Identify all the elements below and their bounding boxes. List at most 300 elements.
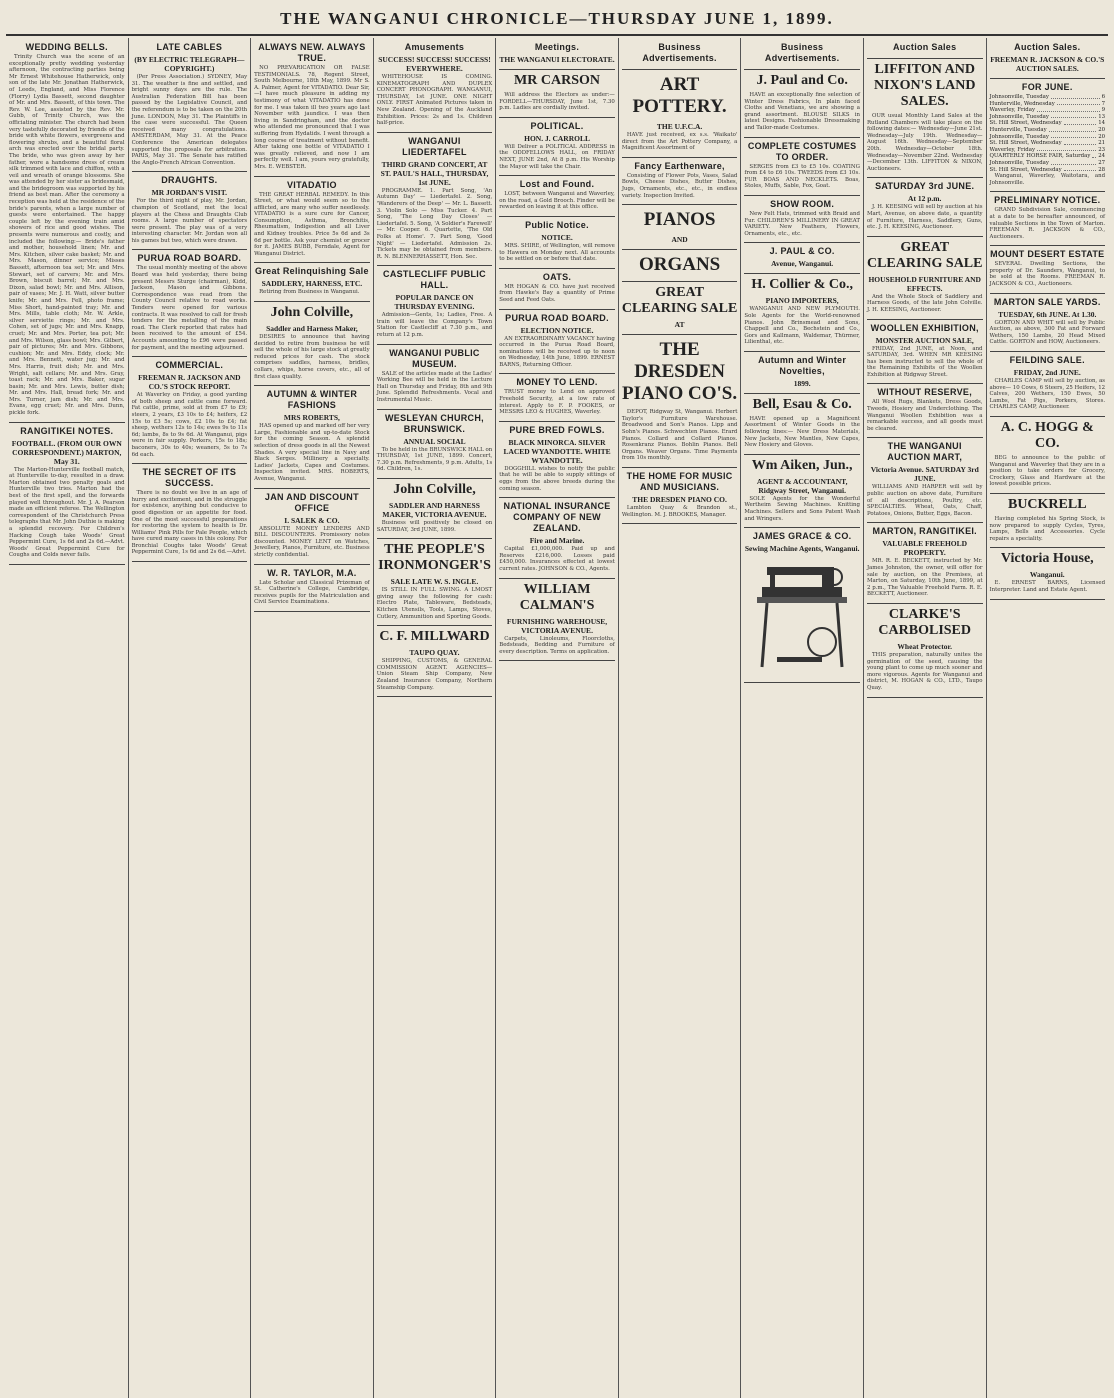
article-heading: LIFFITON AND NIXON'S LAND SALES.	[873, 62, 976, 109]
article	[377, 542, 493, 620]
article-subheading: SUCCESS! SUCCESS! SUCCESS! EVERYWHERE.	[378, 55, 491, 73]
list-item	[990, 140, 1106, 147]
article-body	[867, 399, 983, 432]
article-heading: MARTON SALE YARDS.	[993, 296, 1101, 307]
article	[499, 313, 615, 369]
article-heading: JAMES GRACE & CO.	[752, 531, 852, 542]
divider	[499, 117, 615, 118]
list-item	[990, 94, 1106, 101]
article-heading: Bell, Esau & Co.	[752, 396, 852, 412]
article-subheading: Avenue, Wanganui.	[771, 259, 834, 269]
dot-leader	[1064, 167, 1097, 172]
article-heading: MONEY TO LEND.	[516, 377, 598, 388]
divider	[867, 522, 983, 523]
article-heading: Great Relinquishing Sale	[255, 266, 369, 277]
divider	[867, 383, 983, 384]
article-body	[132, 392, 248, 458]
article-body	[132, 490, 248, 556]
article	[867, 607, 983, 692]
sale-dates-list	[990, 94, 1106, 173]
article-heading: FEILDING SALE.	[1009, 355, 1085, 366]
list-item-label: Hunterville, Tuesday	[989, 126, 1047, 133]
article	[499, 42, 615, 64]
divider	[132, 561, 248, 562]
article-heading: John Colville,	[270, 305, 354, 321]
article	[622, 42, 738, 64]
article-heading: NATIONAL INSURANCE COMPANY OF NEW ZEALAND.	[503, 501, 611, 534]
article-body	[377, 74, 493, 127]
article-heading: THE PEOPLE'S IRONMONGER'S	[378, 542, 491, 574]
article-heading: PURUA ROAD BOARD.	[137, 253, 242, 264]
article	[867, 181, 983, 230]
article-text: SALE of the articles made at the Ladies' Working Bee will be held in the Lecture Hall on Thursday and Friday, 8th and 9th June. Splendid Refreshments. Vocal and Instrumental Music.	[376, 370, 493, 404]
article-heading: PIANOS	[643, 209, 716, 231]
article-subheading: NOTICE.	[541, 232, 573, 242]
article-text: DOGGHILL wishes to notify the public that he will be able to supply sittings of eggs from the above breeds during the coming season.	[499, 465, 615, 492]
article-subheading: Wheat Protector.	[897, 641, 952, 651]
article-text: Admission—Gents, 1s; Ladies, Free. A train will leave the Company's Town Station for Castlecliff at 7.30 p.m., and return at 12 p.m.	[376, 312, 493, 339]
article-text: The usual monthly meeting of the above Board was held yesterday, there being present Messrs Sturge (chairman), Kidd, Jackson, Mason and Gibbons. Correspondence was read from the County Council relative to road works. Tenders were opened for various contracts. It was resolved to call for fresh tenders for the metalling of the main road. The Clerk reported that rates had been received to the amount of £54. Accounts amounting to £96 were passed for payment, and the meeting adjourned.	[131, 265, 248, 351]
article	[377, 348, 493, 404]
list-item-label: St. Hill Street, Wednesday	[989, 120, 1062, 127]
column-1	[6, 38, 129, 1398]
list-item	[990, 120, 1106, 127]
article-subheading: THIRD GRAND CONCERT, AT ST. PAUL'S HALL, THURSDAY, 1st JUNE.	[380, 159, 489, 187]
article-body	[9, 54, 125, 417]
article-subheading: SADDLERY, HARNESS, ETC.	[261, 279, 363, 289]
divider	[377, 478, 493, 479]
list-item-date: 20	[1098, 133, 1106, 140]
article-body	[377, 587, 493, 620]
article-body	[254, 192, 370, 258]
divider	[254, 611, 370, 612]
article	[499, 425, 615, 492]
article-heading: ORGANS	[638, 254, 721, 276]
divider	[132, 171, 248, 172]
article	[744, 73, 860, 132]
article-text: CHARLES CAMP will sell by auction, as above— 10 Cows, 6 Steers, 25 Heifers, 12 Calves, 200 Wethers, 150 Ewes, 50 Lambs, Fat Pigs, Porkers, Stores. CHARLES CAMP, Auctioneer.	[989, 378, 1106, 411]
article-body	[499, 92, 615, 112]
article-body	[499, 284, 615, 304]
article-body	[867, 558, 983, 598]
article	[622, 285, 738, 329]
article-subheading: PIANO IMPORTERS,	[765, 296, 839, 306]
article-body	[867, 484, 983, 517]
article-body	[499, 466, 615, 492]
divider	[867, 437, 983, 438]
article-body	[499, 243, 615, 263]
columns	[6, 38, 1108, 1398]
article-heading: ALWAYS NEW. ALWAYS TRUE.	[258, 42, 366, 63]
divider	[377, 625, 493, 626]
article-body	[499, 546, 615, 572]
article-heading: GREAT CLEARING SALE	[621, 285, 738, 317]
divider	[254, 385, 370, 386]
article-body	[744, 211, 860, 237]
article-heading: CASTLECLIFF PUBLIC HALL.	[383, 269, 486, 291]
article	[499, 179, 615, 211]
dot-leader	[1037, 147, 1096, 152]
article-text: Business will positively be closed on SATURDAY, 3rd JUNE, 1899.	[376, 520, 493, 533]
article-text: Wanganui, Waverley, Waitotara, and Johnsonville.	[989, 173, 1106, 186]
article	[132, 175, 248, 244]
article	[990, 497, 1106, 542]
article-text: Capital £1,000,000. Paid up and Reserves £216,000. Losses paid £450,000. Insurances effected at lowest current rates. JOHNSON & CO., Agents.	[499, 546, 615, 572]
divider	[867, 697, 983, 698]
list-item-date: 21	[1098, 140, 1106, 147]
article-subheading: TUESDAY, 6th JUNE. At 1.30.	[998, 309, 1097, 319]
article-text: WHITEHOUSE IS COMING. KINEMATOGRAPH AND DUPLEX CONCERT PHONOGRAPH. WANGANUI, THURSDAY, 1st JUNE. ONE NIGHT ONLY. FIRST Animated Pictures taken in New Zealand. Opening of the Auckland Exhibition. Prices: 2s and 1s. Children half-price.	[376, 74, 493, 127]
divider	[867, 236, 983, 237]
article-text: GRAND Subdivision Sale, commencing at a date to be hereafter announced, of valuable Sections in the Town of Marton. FREEMAN R. JACKSON & CO., Auctioneers.	[989, 207, 1106, 240]
article-heading: FOR JUNE.	[1021, 82, 1073, 92]
article	[867, 323, 983, 379]
article-subheading: 1899.	[793, 378, 811, 388]
article-text: For the third night of play, Mr. Jordan, champion of Scotland, met the local players at the Chess and Draughts Club rooms. A large number of spectators were present. The play was of a very interesting character. Mr. Jordan won all his games but two, which were drawn.	[131, 198, 248, 244]
article	[990, 551, 1106, 593]
article-body	[990, 207, 1106, 240]
article-subheading: THE WANGANUI ELECTORATE.	[499, 55, 615, 64]
article-heading: JAN AND DISCOUNT OFFICE	[264, 491, 359, 513]
article-text: IS STILL IN FULL SWING. A LMOST giving away the following for cash: Electro Plate, Tableware, Bedsteads, Kitchen Utensils, Tools, Lamps, Stoves, Cutlery, Ammunition and Sporting Goods.	[376, 587, 493, 620]
article-text: J. H. KEESING will sell by auction at his Mart, Avenue, on above date, a quantity of Furniture, Harness, Saddlery, Guns, etc. J. H. KEESING, Auctioneer.	[866, 204, 983, 231]
dot-leader	[1049, 127, 1097, 132]
article-heading: CLARKE'S CARBOLISED	[878, 606, 972, 638]
article-body	[377, 371, 493, 404]
article-text: (Per Press Association.) SYDNEY, May 31. The weather is fine and settled, and bright sunny days are the rule. The Australian Federation Bill has been passed by the Legislative Council, and the referendum is to be taken on the 20th June. LONDON, May 31. The Plaintiffs in the case were successful. The Queen received many congratulations. AMSTERDAM, May 31. At the Peace Conference the American delegates supported the proposals for arbitration. PARIS, May 31. The Senate has ratified the Anglo-French African Convention.	[131, 74, 248, 166]
article	[744, 397, 860, 449]
article-heading: COMMERCIAL.	[155, 360, 224, 371]
list-item-date: 28	[1098, 166, 1106, 173]
article-subheading: THE U.F.C.A.	[656, 122, 703, 131]
article-heading: PURUA ROAD BOARD.	[505, 312, 609, 323]
list-item	[990, 134, 1106, 141]
article	[254, 266, 370, 296]
article-body	[990, 378, 1106, 411]
list-item	[990, 167, 1106, 174]
divider	[622, 334, 738, 335]
list-item-label: Waverley, Friday	[989, 107, 1036, 114]
dot-leader	[1051, 134, 1096, 139]
list-item-label: Waverley, Friday	[989, 146, 1036, 153]
article-heading: WANGANUI PUBLIC MUSEUM.	[389, 347, 480, 369]
article	[744, 355, 860, 388]
article-heading: J. Paul and Co.	[756, 73, 848, 88]
article	[499, 220, 615, 263]
article-heading: OATS.	[542, 271, 572, 282]
list-item-date: 14	[1098, 120, 1106, 127]
article-body	[499, 191, 615, 211]
list-item-label: Johnsonville, Tuesday	[989, 113, 1049, 120]
article-heading: PURE BRED FOWLS.	[509, 424, 605, 435]
article	[254, 492, 370, 559]
article-text: SEVERAL Dwelling Sections, the property of Dr. Saunders, Wanganui, to be sold at the Rooms. FREEMAN R. JACKSON & CO., Auctioneers.	[989, 261, 1106, 288]
article-heading: WEDDING BELLS.	[25, 42, 108, 52]
column-9	[987, 38, 1109, 1398]
article-subheading: HOUSEHOLD FURNITURE AND EFFECTS.	[868, 274, 981, 293]
article-subheading: MRS ROBERTS,	[283, 413, 340, 423]
article	[377, 413, 493, 473]
article-heading: WILLIAM CALMAN'S	[519, 581, 595, 613]
divider	[377, 538, 493, 539]
divider	[990, 191, 1106, 192]
article-subheading: SADDLER AND HARNESS MAKER, VICTORIA AVENUE.	[382, 501, 487, 519]
article-text: NO PREVARICATION OR FALSE TESTIMONIALS. 78, Regent Street, South Melbourne, 18th May, 1899. Mr S. A. Palmer, Agent for VITADATIO. Dear Sir,—I have much pleasure in adding my testimony of what VITADATIO has done for me. I was taken ill two years ago last November with jaundice. I was then living in Sandringham, and the doctor who attended me pronounced that I was suffering from Hydatids. I went through a long course of treatment without benefit. After taking one bottle of VITADATIO I was greatly relieved, and now I am perfectly well. I am, yours very gratefully, Mrs. E. WEBSTER.	[254, 65, 370, 170]
article	[744, 277, 860, 346]
article	[254, 180, 370, 258]
article-heading: ART POTTERY.	[632, 74, 727, 117]
list-item-date: 23	[1098, 146, 1106, 153]
article-heading: Meetings.	[534, 42, 580, 52]
divider	[867, 603, 983, 604]
article	[499, 377, 615, 415]
article-heading: MARTON, RANGITIKEI.	[872, 526, 977, 537]
article-text: Retiring from Business in Wanganui.	[259, 289, 360, 296]
article	[622, 254, 738, 276]
article-heading: C. F. MILLWARD	[379, 629, 490, 645]
article-text: MRS. SHIRE, of Wellington, will remove to Hawera on Monday next. All accounts to be settled on or before that date.	[499, 242, 615, 263]
divider	[867, 319, 983, 320]
article-text: DEPOT, Ridgway St, Wanganui. Herbert Taylor's Furniture Warehouse. Broadwood and Son's Pianos. Lipp and Sohn's Pianos. Schwechten Pianos. Erard Pianos. Collard and Collard Pianos. Rosenkranz Pianos. Bohlin Pianos. Bell Organs. Weaver Organs. Time Payments from 10s monthly.	[621, 409, 738, 462]
divider	[744, 137, 860, 138]
article	[744, 42, 860, 64]
divider	[990, 599, 1106, 600]
divider	[990, 245, 1106, 246]
article-heading: WESLEYAN CHURCH, BRUNSWICK.	[384, 412, 484, 434]
article-text: WILLIAMS AND HARPER will sell by public auction on above date, Furniture of all descriptions, Poultry, etc. SPECIALTIES. Wheat, Oats, Chaff, Potatoes, Onions, Butter, Eggs, Bacon.	[866, 484, 983, 517]
article-heading: COMPLETE COSTUMES TO ORDER.	[747, 140, 857, 162]
article-text: GORTON AND WHIT will sell by Public Auction, as above, 300 Fat and Forward Wethers, 150 Lambs, 20 Head Mixed Cattle. GORTON and HOW, Auctioneers.	[989, 319, 1106, 346]
column-5	[496, 38, 619, 1398]
article-subheading: ANNUAL SOCIAL	[403, 436, 466, 446]
article	[990, 420, 1106, 488]
article	[377, 136, 493, 261]
article	[622, 209, 738, 244]
article-heading: Lost and Found.	[519, 179, 595, 190]
article-body	[377, 312, 493, 338]
article	[377, 629, 493, 691]
divider	[622, 281, 738, 282]
article-heading: John Colville,	[393, 482, 476, 497]
article-body	[254, 526, 370, 559]
article-subheading: Saddler and Harness Maker,	[266, 324, 358, 334]
article	[867, 387, 983, 432]
article-text: HAVE just received, ex s.s. 'Waikato' direct from the Art Pottery Company, a Magnificent Assortment of	[621, 132, 738, 152]
article	[990, 249, 1106, 287]
list-item-label: Johnsonville, Tuesday	[989, 94, 1049, 100]
divider	[990, 351, 1106, 352]
article-subheading: FRIDAY, 2nd JUNE.	[1013, 368, 1081, 378]
divider	[867, 58, 983, 59]
article-body	[990, 320, 1106, 346]
divider	[499, 69, 615, 70]
divider	[744, 351, 860, 352]
dot-leader	[1064, 120, 1097, 125]
divider	[990, 416, 1106, 417]
divider	[132, 463, 248, 464]
article-subheading: Fire and Marine.	[529, 536, 585, 546]
divider	[622, 467, 738, 468]
list-item	[990, 107, 1106, 114]
list-item-label: Johnsonville, Tuesday	[989, 133, 1049, 140]
article-body	[132, 265, 248, 351]
divider	[867, 177, 983, 178]
divider	[622, 204, 738, 205]
divider	[499, 578, 615, 579]
article-subheading: AND	[671, 235, 688, 245]
article-text: The Marton-Hunterville football match, at Hunterville to-day, resulted in a draw. Marton obtained two penalty goals and Hunterville two tries. Marton had the best of the first spell, and the forwards played well throughout. Mr. J. A. Pearson made an efficient referee. The Wellington correspondent of the Christchurch Press telegraphs that Mr. John Duthie is making a splendid recovery. For Children's Hacking Cough take Woods' Great Peppermint Cure, 1s 6d and 2s 6d.—Advt. Woods' Great Peppermint Cure for Coughs and Colds never fails.	[9, 466, 125, 559]
article-text: WANGANUI AND NEW PLYMOUTH. Sole Agents for the World-renowned Pianos. John Brinsmead and Sons, Chappell and Co., Bechstein and Co., Gors and Kallmann, Waldemar, Thürmer, Lilienthal, etc.	[744, 306, 860, 346]
dot-leader	[1037, 107, 1100, 112]
article	[132, 42, 248, 166]
article-heading: SHOW ROOM.	[770, 198, 835, 209]
article-text: PROGRAMME. 1. Part Song, 'An Autumn Day' — Liedertafel. 2. Song, 'Wanderers of the Deep' — Mr. L. Bassett. 3. Violin Solo — Miss Tucker. 4. Part Song, 'The Long Day Closes' — Liedertafel. 5. Song, 'A Soldier's Farewell' — Mr. Cooper. 6. Quartette, 'The Old Folks at Home'. 7. Part Song, 'Good Night' — Liedertafel. Admission 2s. Tickets may be obtained from members. R. N. BLENNERHASSETT, Hon. Sec.	[376, 187, 493, 260]
article-body	[254, 423, 370, 482]
article-text: At Waverley on Friday, a good yarding of both sheep and cattle came forward. Fat cattle, prime, sold at from £7 to £9; steers, 2 years, £3 10s to £4; heifers, £2 15s to £3 5s; cows, £2 10s to £4; fat sheep, wethers 12s to 14s; ewes 9s to 11s 6d; lambs, 8s to 9s 6d. At Wanganui, pigs were in fair supply. Porkers, 15s to 18s; baconers, 30s to 40s; weaners, 5s to 7s 6d each.	[131, 392, 248, 458]
list-item	[990, 160, 1106, 167]
article	[744, 141, 860, 190]
article-text: LOST, between Wanganui and Waverley, on the road, a Gold Brooch. Finder will be rewarded on leaving it at this office.	[499, 191, 615, 211]
article-body	[867, 204, 983, 230]
divider	[990, 293, 1106, 294]
divider	[744, 242, 860, 243]
column-6	[619, 38, 742, 1398]
article	[132, 360, 248, 458]
article	[867, 240, 983, 314]
article-body	[377, 520, 493, 533]
divider	[254, 564, 370, 565]
divider	[377, 132, 493, 133]
divider	[499, 373, 615, 374]
article-heading: VITADATIO	[286, 179, 337, 190]
divider	[499, 497, 615, 498]
article-heading: WANGANUI LIEDERTAFEL	[402, 135, 467, 157]
divider	[744, 273, 860, 274]
divider	[990, 493, 1106, 494]
list-item-date: 20	[1098, 126, 1106, 133]
article-subheading: Wanganui.	[1029, 570, 1065, 580]
article-subheading: BLACK MINORCA. SILVER LACED WYANDOTTE. WHITE WYANDOTTE.	[503, 437, 611, 465]
divider	[499, 268, 615, 269]
divider	[744, 393, 860, 394]
article-body	[867, 652, 983, 692]
list-item-label: St. Hill Street, Wednesday	[989, 166, 1062, 173]
dot-leader	[1051, 160, 1096, 165]
article	[622, 471, 738, 518]
article-text: Having completed his Spring Stock, is now prepared to supply Cycles, Tyres, Lamps, Bells and Accessories. Cycle repairs a speciality.	[989, 515, 1106, 542]
article-text: And the Whole Stock of Saddlery and Harness Goods, of the late John Colville. J. H. KEESING, Auctioneer.	[866, 293, 983, 313]
article-subheading: AGENT & ACCOUNTANT, Ridgway Street, Wanganui.	[756, 476, 848, 495]
divider	[499, 175, 615, 176]
article-text: There is no doubt we live in an age of hurry and excitement, and in the struggle for existence, anything but conducive to good digestion or an appetite for food. One of the most successful preparations for restoring the system to health is Dr. Williams' Pink Pills for Pale People, which have cured many cases in this colony. For Bronchial Coughs take Woods' Great Peppermint Cure, 1s 6d and 2s 6d.—Advt.	[131, 490, 248, 556]
article-subheading: TAUPO QUAY.	[409, 648, 460, 658]
divider	[377, 265, 493, 266]
list-item-date: 13	[1098, 113, 1106, 120]
article	[254, 568, 370, 606]
article-heading: WOOLLEN EXHIBITION,	[870, 322, 979, 333]
article	[744, 246, 860, 268]
masthead	[6, 4, 1108, 36]
article-body	[744, 416, 860, 449]
article	[132, 467, 248, 556]
column-8	[864, 38, 987, 1398]
article-body	[499, 336, 615, 369]
article	[744, 458, 860, 522]
article	[990, 355, 1106, 411]
article-body	[867, 294, 983, 314]
article-text: MR. R. E. BECKETT, instructed by Mr. James Johnston, the owner, will offer for sale by auction, on the Premises, at Marton, on Saturday, 10th June, 1899, at 2 p.m., The Valuable Freehold Farm. R. E. BECKETT, Auctioneer.	[866, 558, 983, 598]
divider	[9, 422, 125, 423]
article-heading: POLITICAL.	[530, 120, 584, 131]
article	[254, 305, 370, 380]
article-heading: Fancy Earthenware,	[634, 160, 725, 171]
article	[990, 82, 1106, 186]
divider	[254, 488, 370, 489]
divider	[744, 195, 860, 196]
article-heading: Public Notice.	[525, 219, 589, 230]
article-body	[622, 173, 738, 199]
divider	[499, 660, 615, 661]
article	[622, 161, 738, 199]
article	[867, 62, 983, 172]
article	[867, 526, 983, 598]
article-subheading: MONSTER AUCTION SALE,	[875, 335, 974, 345]
article-subheading: VALUABLE FREEHOLD PROPERTY.	[882, 539, 968, 558]
article-body	[744, 92, 860, 132]
list-item-date: 9	[1101, 107, 1106, 114]
article	[254, 389, 370, 482]
divider	[132, 356, 248, 357]
article-body	[132, 198, 248, 244]
divider	[744, 527, 860, 528]
article-heading: Wm Aiken, Jun.,	[751, 457, 853, 473]
divider	[744, 69, 860, 70]
article-heading: SATURDAY 3rd JUNE.	[875, 181, 975, 192]
article-text: All Wool Rugs, Blankets, Dress Goods, Tweeds, Hosiery and Underclothing. The Wanganui Woollen Exhibition was a remarkable success, and all goods must be cleared.	[866, 399, 983, 432]
article-heading: PRELIMINARY NOTICE.	[994, 195, 1101, 206]
article-text: Consisting of Flower Pots, Vases, Salad Bowls, Cheese Dishes, Butter Dishes, Jugs, Ornaments, etc., etc., in endless variety. Inspection Invited.	[621, 172, 738, 199]
article-body	[377, 447, 493, 473]
article-subheading: FREEMAN R. JACKSON AND CO.'S STOCK REPORT.	[138, 373, 241, 392]
article-text: FRIDAY, 2nd JUNE, at Noon, and SATURDAY, 3rd. WHEN MR KEESING has been instructed to sell the whole of the Remaining Exhibits of the Woollen Exhibition at Ridgway Street.	[866, 345, 983, 378]
divider	[499, 216, 615, 217]
article	[132, 253, 248, 351]
article-text: MR HOGAN & CO. have just received from Hawke's Bay a quantity of Prime Seed and Feed Oats.	[499, 283, 615, 303]
article-heading: THE WANGANUI AUCTION MART,	[887, 441, 963, 463]
article-subheading: Victoria Avenue. SATURDAY 3rd JUNE.	[870, 465, 979, 484]
article	[622, 339, 738, 462]
divider	[377, 696, 493, 697]
article-text: Will address the Electors as under:— FORDELL—THURSDAY, June 1st, 7.30 p.m. Ladies are cordially invited.	[499, 92, 615, 112]
divider	[132, 249, 248, 250]
dot-leader	[1051, 94, 1100, 99]
list-item-label: QUARTERLY HORSE FAIR, Saturday	[989, 153, 1091, 160]
article-subheading: I. SALEK & CO.	[284, 515, 340, 525]
article-heading: RANGITIKEI NOTES.	[20, 425, 114, 436]
article-text: SOLE Agents for the Wonderful Wertheim Sewing Machines. Knitting Machines. Sellers and Sons Patent Wash and Wringers.	[744, 495, 860, 522]
masthead-title: THE WANGANUI CHRONICLE—THURSDAY JUNE 1, 1899.	[280, 9, 834, 28]
article-subheading: HON. J. CARROLL	[524, 133, 590, 143]
article	[499, 272, 615, 304]
article-heading: A. C. HOGG & CO.	[1000, 420, 1094, 451]
column-4	[374, 38, 497, 1398]
article-body	[254, 334, 370, 380]
divider	[377, 344, 493, 345]
divider	[744, 682, 860, 683]
list-item-label: St. Hill Street, Wednesday	[989, 140, 1062, 147]
article-subheading: POPULAR DANCE ON THURSDAY EVENING.	[394, 293, 475, 312]
divider	[744, 454, 860, 455]
